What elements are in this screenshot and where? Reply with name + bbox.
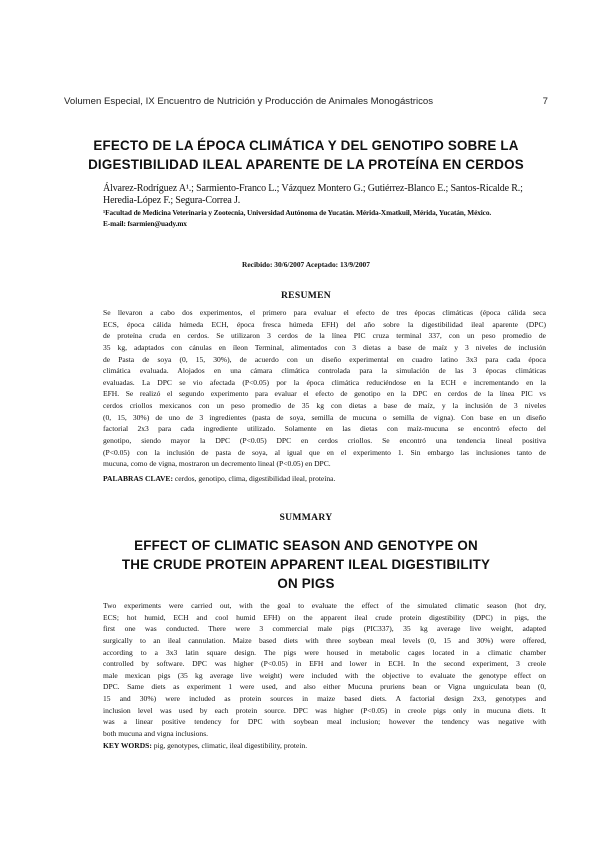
text-line: both mucuna and vigna inclusions. (103, 729, 209, 739)
affiliation: ¹Facultad de Medicina Veterinaria y Zootecnia, Universidad Autónoma de Yucatán. Mérida-Xmatkuil, Mérida, Yucatán, México. (103, 208, 492, 218)
text-line: surgically to an ileal cannulation. Maize based diets with three soybean meal levels (0, 15 and 30%) were offered, (103, 635, 546, 645)
text-line: de proteína cruda en cerdos. Se utilizaron 3 cerdos de la línea PIC cruza terminal 337, con un peso promedio de (103, 331, 546, 341)
title-line: EFECTO DE LA ÉPOCA CLIMÁTICA Y DEL GENOTIPO SOBRE LA (93, 138, 519, 153)
resumen-heading: RESUMEN (280, 290, 332, 301)
text-line: DPC. Same diets as experiment 1 were used, and also either Mucuna pruriens bean or Vigna unguiculata bean (0, (103, 682, 546, 692)
text-line: 35 kg, adaptados con cánulas en íleon Terminal, alimentados con 3 dietas a base de maíz y 3 niveles de inclusión (103, 342, 546, 352)
text-line: ECS, época cálida húmeda ECH, época fresca húmeda EFH) del año sobre la digestibilidad ileal aparente (DPC) (103, 319, 546, 329)
keywords: cerdos, genotipo, clima, digestibilidad ileal, proteína. (172, 474, 336, 483)
palabras-clave (103, 474, 335, 483)
received-dates: Recibido: 30/6/2007 Aceptado: 13/9/2007 (242, 260, 370, 269)
text-line: Two experiments were carried out, with the goal to evaluate the effect of the simulated climatic season (hot dry, (103, 601, 546, 610)
title-line: THE CRUDE PROTEIN APPARENT ILEAL DIGESTIBILITY (121, 557, 491, 572)
text-line: (P<0.05) con la inclusión de pasta de soya, al igual que en el experimento 1. Sin embargo las inclusiones tanto de (103, 447, 546, 457)
keywords-label: KEY WORDS: (103, 741, 152, 750)
text-line: first one was conducted. There were 3 commercial male pigs (PIC337), 35 kg average live weight, adapted (103, 624, 546, 634)
text-line: cerdos criollos mexicanos con un peso promedio de 35 kg con dietas a base de maíz, y la inclusión de 3 niveles (103, 401, 546, 411)
authors (103, 183, 553, 207)
text-line: EFH. Se realizó el segundo experimento para evaluar el efecto de genotipo en la DPC en cerdos de la línea PIC vs (103, 389, 546, 399)
text-line: inclusion level was used by each protein source. DPC was higher (P<0.05) in creole pigs only in mucuna diets. It (103, 705, 546, 715)
running-header-bar (64, 96, 548, 107)
text-line: evaluadas. La DPC se vio afectada (P<0.05) por la época climática reduciéndose en la ECH e incrementando en la (103, 377, 546, 387)
text-line: Se llevaron a cabo dos experimentos, el primero para evaluar el efecto de tres épocas climáticas (época cálida seca (103, 308, 546, 317)
summary-body (103, 600, 546, 740)
authors-line: Heredia-López F.; Segura-Correa J. (103, 195, 241, 207)
key-words (103, 741, 307, 750)
authors-line: Álvarez-Rodríguez A¹.; Sarmiento-Franco L.; Vázquez Montero G.; Gutiérrez-Blanco E.; Santos-Ricalde R.; (103, 183, 523, 194)
keywords: pig, genotypes, climatic, ileal digestibility, protein. (151, 741, 308, 750)
text-line: 15 and 30%) were included as protein sources in maize based diets. A factorial design 2x3, genotypes and (103, 694, 546, 704)
text-line: male mexican pigs (35 kg average live weight) were included with the objective to evaluate the genotype effect on (103, 670, 546, 680)
summary-heading: SUMMARY (279, 512, 333, 523)
keywords-label: PALABRAS CLAVE: (103, 474, 173, 483)
text-line: ECS; hot humid, ECH and cool humid EFH) on the apparent ileal crude protein digestibility (DPC) in pigs, the (103, 612, 546, 622)
text-line: climática evaluada. Alojados en una cámara climática controlada para la simulación de las 3 épocas climáticas (103, 366, 546, 376)
text-line: mucuna, como de vigna, mostraron un decremento lineal (P<0.05) en DPC. (103, 459, 331, 469)
page-number: 7 (542, 96, 548, 107)
title-line: DIGESTIBILIDAD ILEAL APARENTE DE LA PROTEÍNA EN CERDOS (88, 157, 524, 172)
email: E-mail: fsarmien@uady.mx (103, 218, 187, 228)
resumen-body (103, 307, 546, 470)
text-line: genotipo, siendo mayor la DPC (P<0.05) DPC en cerdos criollos. Se encontró una tendencia lineal positiva (103, 436, 546, 446)
front-matter (103, 183, 553, 229)
text-line: was a linear positive tendency for DPC with soybean meal inclusion; however the tendency was negative with (103, 717, 546, 727)
title-line: ON PIGS (277, 576, 335, 591)
text-line: (0, 15, 30%) de uno de 3 ingredientes (pasta de soya, semilla de mucuna o semilla de vigna). Con base en un diseño (103, 412, 546, 422)
title-line: EFFECT OF CLIMATIC SEASON AND GENOTYPE ON (134, 538, 478, 553)
title-english (60, 536, 552, 593)
running-header: Volumen Especial, IX Encuentro de Nutrición y Producción de Animales Monogástricos (64, 96, 434, 107)
text-line: controlled by software. DPC was higher (P<0.05) in EFH and lower in ECH. In the second experiment, 3 creole (103, 659, 546, 669)
title-spanish (60, 136, 552, 174)
affiliation-block (103, 208, 553, 229)
text-line: according to a 3x3 latin square design. The pigs were housed in metabolic cages located in a climatic chamber (103, 647, 546, 657)
text-line: de Pasta de soya (0, 15, 30%), de acuerdo con un diseño experimental en cuadro latino 3x3 para cada época (103, 354, 546, 364)
text-line: factorial 2x3 para cada ingrediente utilizado. Solamente en las dietas con maíz-mucuna se encontró efecto del (103, 424, 546, 434)
